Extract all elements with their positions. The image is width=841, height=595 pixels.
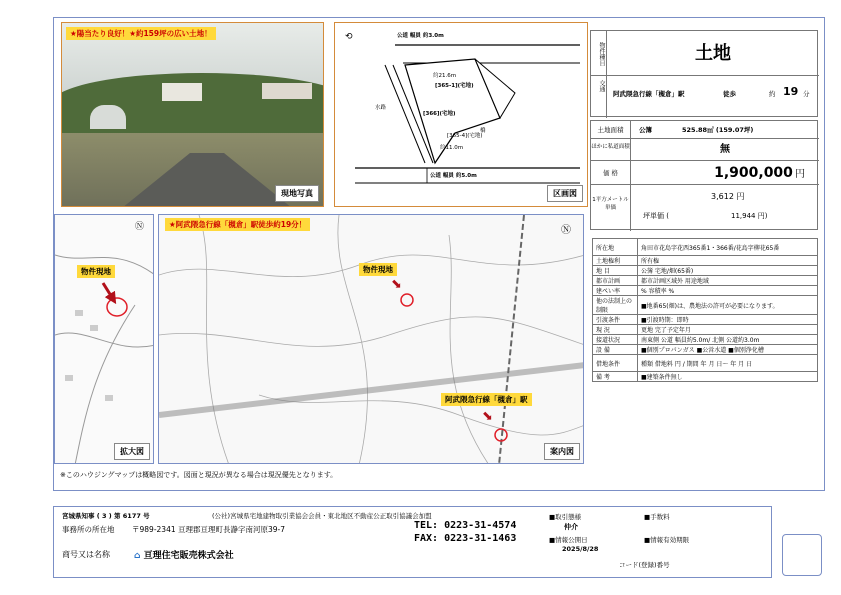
traffic-line: 阿武隈急行線「槻倉」駅 [613,90,685,98]
tel: TEL: 0223-31-4574 [414,520,517,531]
price-block [590,120,818,230]
detail-row [593,355,818,372]
company-label: 商号又は名称 [62,550,110,559]
detail-row [593,325,818,335]
detail-row [593,372,818,382]
company-logo-icon: ⌂ [134,551,141,561]
detail-label: 所在地 [593,239,638,256]
minutes-unit: 分 [803,90,810,98]
detail-value: ■引渡時期：即時 [638,315,818,325]
lot-plan [334,22,588,207]
zoom-map-label: 拡大図 [114,443,150,460]
plan-label: 区画図 [547,185,583,202]
valid-label: ■情報有効期限 [644,536,690,544]
detail-label: 土地権利 [593,256,638,266]
map-site-tag: 物件現地 [359,263,397,276]
property-kind: 土地 [607,31,819,76]
site-arrow-icon: ⬊ [391,277,402,292]
mode-label: ■取引態様 [549,513,582,521]
plan-bridge: 橋 [480,128,486,134]
plan-road-bottom: 公道 幅員 約5.0m [430,173,477,179]
detail-value: ■個別プロパンガス ■公営水道 ■個別浄化槽 [638,345,818,355]
detail-row [593,276,818,286]
fee-label: ■手数料 [644,513,670,521]
detail-label: 接道状況 [593,335,638,345]
plan-road-top: 公道 幅員 約3.0m [397,33,444,39]
kind-label: 物件種目 [591,31,607,76]
price-value: 1,900,000 [714,165,793,181]
map-note: ※このハウジングマップは概略図です。図面と現況が異なる場合は現況優先となります。 [60,471,338,479]
detail-label: 地 目 [593,266,638,276]
private-label: ほかに私道面積 [591,139,631,161]
detail-label: 建ぺい率 [593,286,638,296]
plan-lot2: [366](宅地) [423,111,456,117]
area-value: 525.88㎡ (159.07坪) [682,126,754,134]
tsubo-value: 11,944 円) [731,212,768,220]
plan-lot3: [365-4](宅地) [447,133,483,139]
office-label: 事務所の所在地 [62,525,115,534]
area-label: 土地面積 [591,121,631,139]
north-icon: Ⓝ [135,222,145,232]
detail-row [593,315,818,325]
traffic-label: 交通 [591,76,607,118]
detail-value: 所有権 [638,256,818,266]
guide-map-label: 案内図 [544,443,580,460]
sqm-value: 3,612 円 [711,192,745,201]
detail-row [593,335,818,345]
license: 宮城県知事 ( 3 ) 第 6177 号 [62,512,150,520]
price-label: 価 格 [591,161,631,185]
detail-label: 引渡条件 [593,315,638,325]
detail-label: 現 況 [593,325,638,335]
guide-map [158,214,584,464]
address: 〒989-2341 亘理郡亘理町長瀞字南河原39-7 [132,525,286,534]
detail-value: 種類 借地料 円 / 期間 年 月 日～ 年 月 日 [638,355,818,372]
station-arrow-icon: ⬊ [482,409,493,424]
detail-value: 更地 完了予定年月 [638,325,818,335]
detail-row [593,296,818,315]
detail-row [593,256,818,266]
detail-label: 他の法制上の制限 [593,296,638,315]
tsubo-label: 坪単価 ( [643,212,669,220]
plan-dim2: 約11.0m [440,145,464,151]
detail-label: 都市計画 [593,276,638,286]
agent-box [53,506,772,578]
fax: FAX: 0223-31-1463 [414,533,517,544]
detail-label: 設 備 [593,345,638,355]
title-block [590,30,818,117]
pub-label: ■情報公開日 [549,536,588,544]
site-photo [61,22,324,207]
stamp-box [782,534,822,576]
svg-text:⟲: ⟲ [345,32,353,42]
detail-value: 角田市花島字花西365番1・366番/花島字柳花65番 [638,239,818,256]
detail-value: 都市計画区域外 用途地域 [638,276,818,286]
private-value: 無 [631,139,819,161]
detail-row [593,266,818,276]
company-name: 亘理住宅販売株式会社 [143,551,234,561]
zoom-map [54,214,154,464]
detail-value: 公簿 宅地/畑(65番) [638,266,818,276]
pub-date: 2025/8/28 [562,545,599,553]
plan-waterway: 水路 [375,105,387,111]
photo-label: 現地写真 [275,185,319,202]
north-arrow-icon: Ⓝ [561,225,571,236]
walk-label: 徒歩 [723,90,736,98]
map-tag: ★阿武隈急行線「槻倉」駅徒歩約19分！ [165,218,310,231]
detail-label: 備 考 [593,372,638,382]
detail-value: 南東側 公道 幅員約5.0m/ 北側 公道約3.0m [638,335,818,345]
walk-minutes: 19 [783,85,799,98]
zoom-site-tag: 物件現地 [77,265,115,278]
detail-row [593,345,818,355]
mode: 仲介 [564,523,578,531]
association: (公社)宮城県宅地建物取引業協会会員・東北地区不動産公正取引協議会加盟 [212,512,432,520]
plan-dim1: 約21.6m [433,73,457,79]
price-unit: 円 [795,169,805,180]
sqm-label: 1平方メートル単価 [591,185,631,231]
detail-value: % 容積率 % [638,286,818,296]
photo-tag: ★陽当たり良好！★約159坪の広い土地！ [66,27,216,40]
plan-lot1: [365-1](宅地) [435,83,474,89]
detail-value: ■地番65(畑)は、農地法の許可が必要になります。 [638,296,818,315]
detail-row [593,239,818,256]
code-label: コード(登録)番号 [619,561,670,569]
detail-row [593,286,818,296]
detail-label: 借地条件 [593,355,638,372]
area-type: 公簿 [639,126,652,134]
detail-value: ■建築条件無し [638,372,818,382]
approx-label: 約 [769,90,776,98]
details-table [592,238,818,382]
map-station-tag: 阿武隈急行線「槻倉」駅 [441,393,532,406]
